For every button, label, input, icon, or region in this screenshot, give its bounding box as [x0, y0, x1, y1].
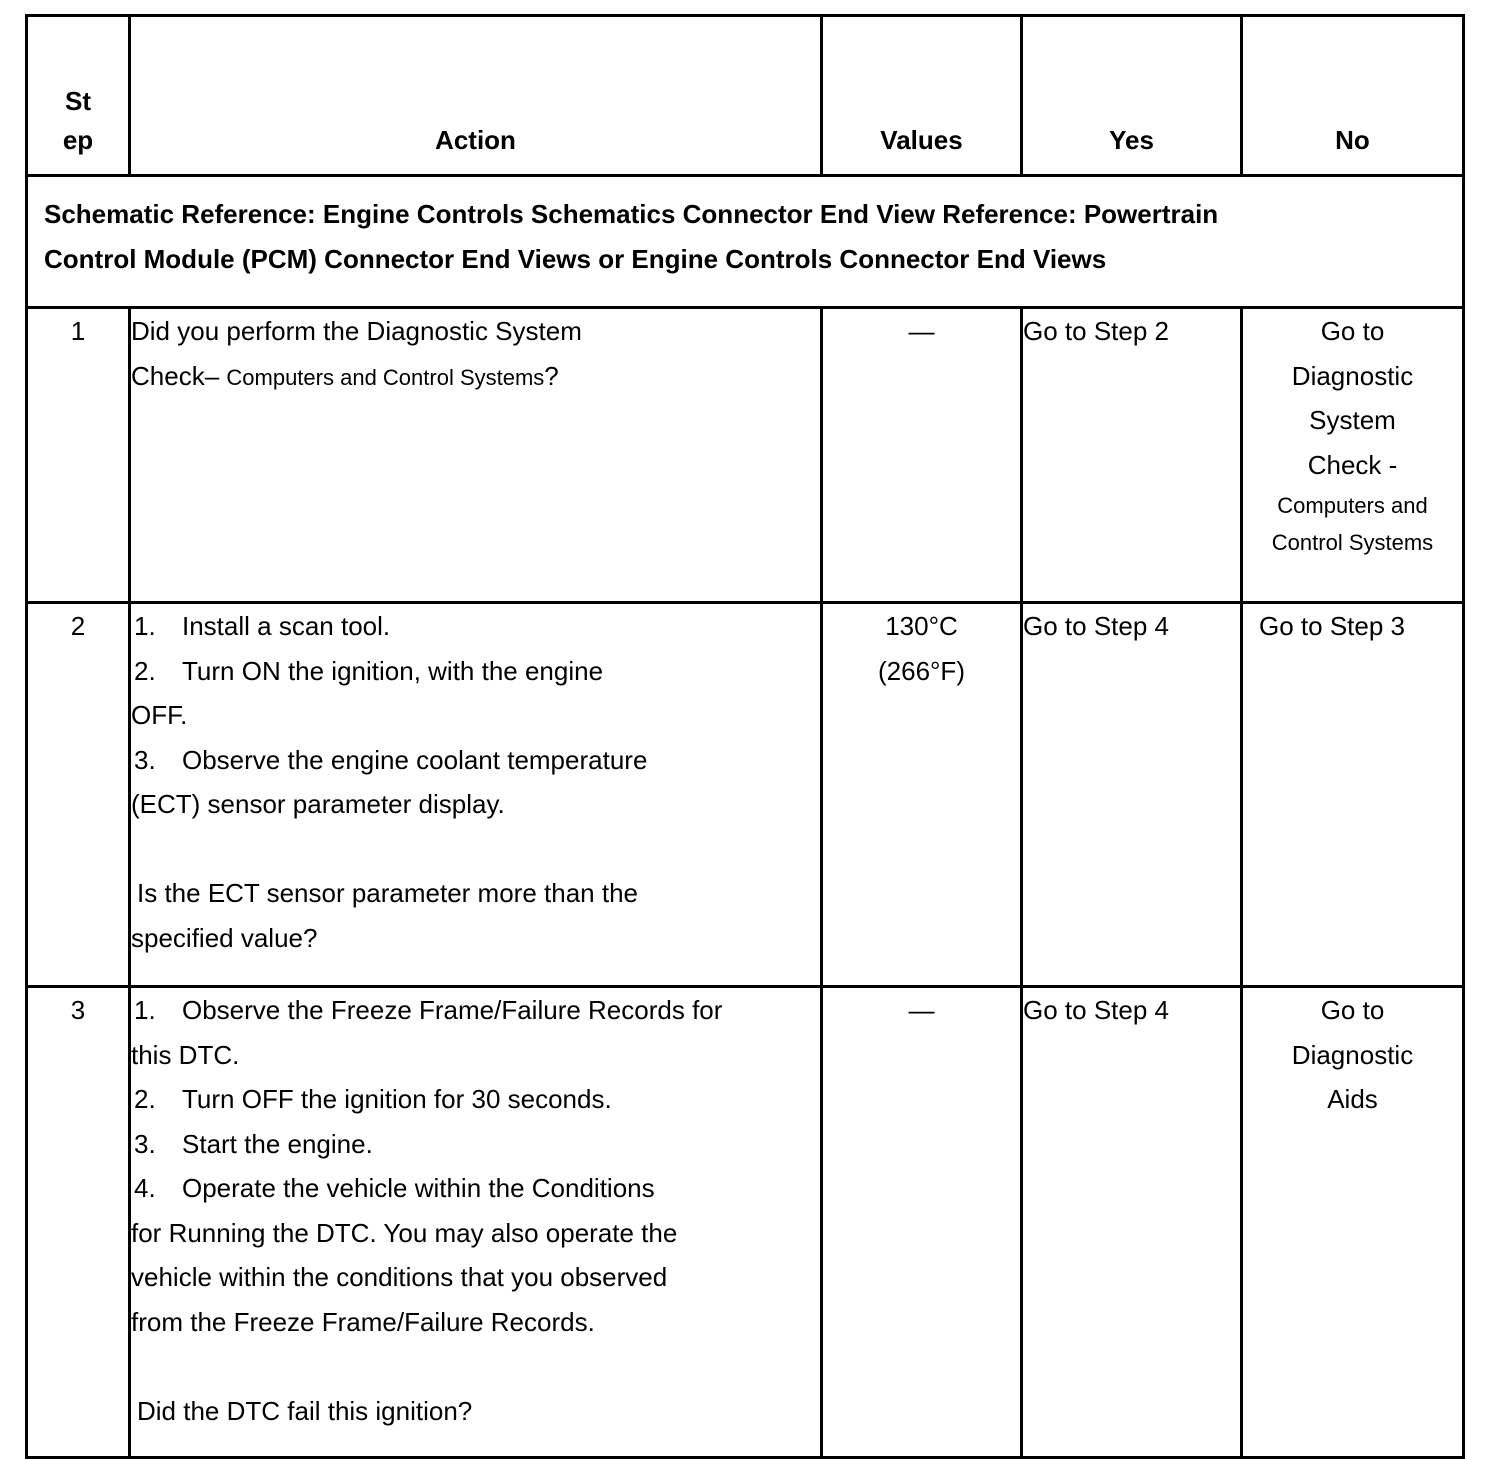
- yes-cell: Go to Step 4: [1022, 987, 1242, 1458]
- list-text: Install a scan tool.: [182, 611, 391, 641]
- list-text: Start the engine.: [182, 1128, 373, 1159]
- action-line: OFF.: [131, 700, 188, 730]
- no-line: Aids: [1327, 1084, 1378, 1114]
- action-line: for Running the DTC. You may also operate the: [131, 1217, 678, 1248]
- action-list-item: [131, 988, 820, 1033]
- list-text: Operate the vehicle within the Conditions: [182, 1173, 655, 1203]
- step-number: 3: [27, 987, 130, 1458]
- action-list-item: [131, 604, 820, 649]
- header-row: [27, 16, 1464, 176]
- action-list-item: [131, 1122, 820, 1167]
- reference-cell: [27, 176, 1464, 308]
- table-row: [27, 603, 1464, 987]
- header-step-line1: St: [65, 86, 91, 116]
- header-step-line2: ep: [62, 125, 94, 155]
- action-cell: [130, 987, 822, 1458]
- action-line: vehicle within the conditions that you observed: [131, 1262, 668, 1292]
- no-cell: Go to Step 3: [1242, 603, 1464, 987]
- header-yes: Yes: [1022, 16, 1242, 176]
- action-question: Is the ECT sensor parameter more than the: [137, 878, 638, 908]
- action-list-item: [131, 738, 820, 783]
- action-question: Did the DTC fail this ignition?: [137, 1395, 473, 1426]
- values-cell: —: [822, 308, 1022, 603]
- reference-line1: Schematic Reference: Engine Controls Schematics Connector End View Reference: Powertrain: [44, 199, 1219, 229]
- header-values: Values: [822, 16, 1022, 176]
- values-cell: [822, 603, 1022, 987]
- action-cell: [130, 603, 822, 987]
- no-line: Check -: [1307, 449, 1398, 480]
- yes-cell: Go to Step 4: [1022, 603, 1242, 987]
- no-line: System: [1309, 405, 1396, 435]
- action-text: ?: [544, 360, 559, 391]
- spacer: [131, 1344, 820, 1389]
- header-action: Action: [130, 16, 822, 176]
- reference-row: [27, 176, 1464, 308]
- no-line: Go to: [1320, 995, 1385, 1025]
- action-line: Did you perform the Diagnostic System: [131, 316, 582, 346]
- table-row: [27, 308, 1464, 603]
- list-text: Turn OFF the ignition for 30 seconds.: [182, 1084, 612, 1114]
- list-number: 3.: [134, 744, 156, 775]
- spacer: [131, 827, 820, 872]
- header-no: No: [1242, 16, 1464, 176]
- action-list-item: [131, 649, 820, 694]
- action-cell: [130, 308, 822, 603]
- list-text: Observe the Freeze Frame/Failure Records for: [182, 995, 723, 1025]
- step-number: 1: [27, 308, 130, 603]
- list-number: 1.: [134, 611, 156, 641]
- values-cell: —: [822, 987, 1022, 1458]
- list-number: 2.: [134, 655, 156, 686]
- no-line: Diagnostic: [1291, 360, 1414, 391]
- action-question: specified value?: [131, 922, 318, 953]
- no-cell: [1242, 308, 1464, 603]
- table-row: [27, 987, 1464, 1458]
- diagnostic-table: [25, 14, 1465, 1459]
- list-number: 3.: [134, 1128, 156, 1159]
- action-text: Check–: [131, 360, 227, 391]
- no-line: Go to: [1320, 316, 1385, 346]
- list-text: Turn ON the ignition, with the engine: [182, 655, 604, 686]
- list-number: 1.: [134, 995, 156, 1025]
- action-link-text: Computers and Control Systems: [226, 364, 545, 390]
- no-line: Control Systems: [1271, 530, 1434, 555]
- step-number: 2: [27, 603, 130, 987]
- no-cell: [1242, 987, 1464, 1458]
- action-line: this DTC.: [131, 1039, 240, 1070]
- list-number: 4.: [134, 1173, 156, 1203]
- value-line: 130°C: [885, 611, 958, 641]
- action-list-item: [131, 1166, 820, 1211]
- action-line: (ECT) sensor parameter display.: [131, 789, 505, 819]
- yes-cell: Go to Step 2: [1022, 308, 1242, 603]
- header-step: [27, 16, 130, 176]
- reference-line2: Control Module (PCM) Connector End Views or Engine Controls Connector End Views: [44, 244, 1107, 274]
- list-number: 2.: [134, 1084, 156, 1114]
- action-line: [131, 354, 820, 401]
- list-text: Observe the engine coolant temperature: [182, 744, 648, 775]
- value-line: (266°F): [878, 655, 965, 686]
- action-list-item: [131, 1077, 820, 1122]
- action-line: from the Freeze Frame/Failure Records.: [131, 1306, 595, 1337]
- no-line: Diagnostic: [1291, 1039, 1414, 1070]
- no-line: Computers and: [1277, 493, 1428, 518]
